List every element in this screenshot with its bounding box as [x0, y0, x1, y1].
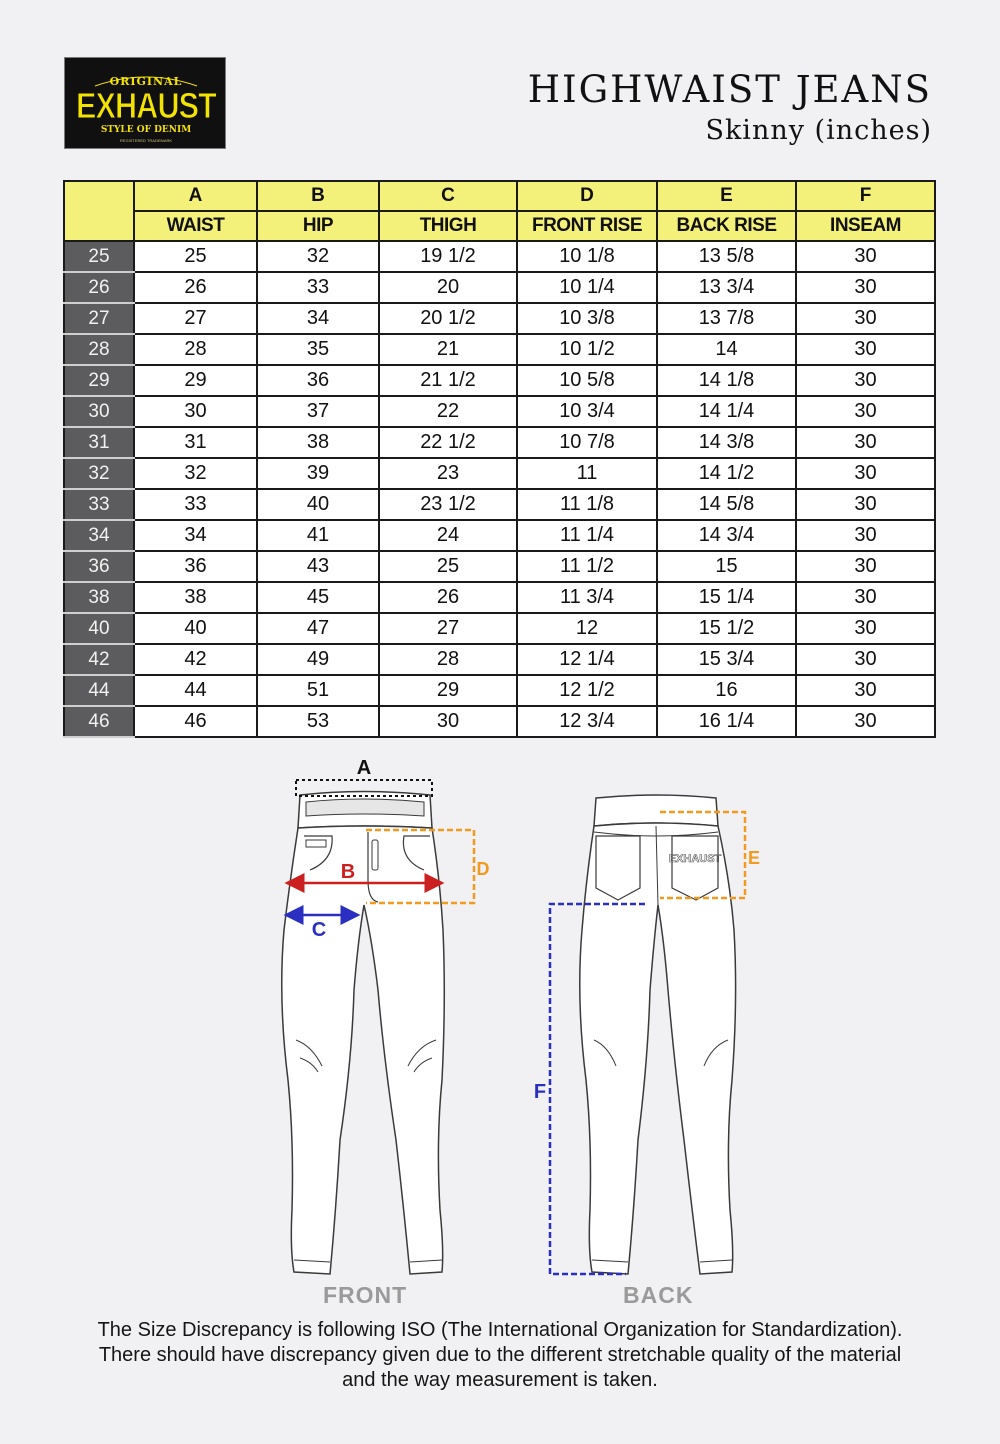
size-label-cell: 25 [64, 241, 134, 272]
measurement-cell: 45 [257, 582, 379, 613]
marker-d-label: D [476, 859, 490, 879]
measurement-cell: 30 [134, 396, 257, 427]
measurement-cell: 20 1/2 [379, 303, 517, 334]
measurement-cell: 15 1/4 [657, 582, 796, 613]
measurement-cell: 30 [796, 551, 935, 582]
column-header: INSEAM [796, 211, 935, 241]
measurement-cell: 30 [796, 396, 935, 427]
measurement-cell: 35 [257, 334, 379, 365]
table-row [64, 675, 935, 706]
page-title: HIGHWAIST JEANS [527, 68, 932, 111]
measurement-cell: 29 [379, 675, 517, 706]
table-row [64, 365, 935, 396]
table-row [64, 272, 935, 303]
measurement-cell: 28 [379, 644, 517, 675]
logo-tagline-text: STYLE OF DENIM [100, 125, 192, 135]
table-row [64, 241, 935, 272]
marker-f-label: F [533, 1081, 547, 1103]
column-header: WAIST [134, 211, 257, 241]
measurement-cell: 31 [134, 427, 257, 458]
measurement-cell: 22 [379, 396, 517, 427]
measurement-cell: 10 3/4 [517, 396, 657, 427]
measurement-cell: 30 [796, 706, 935, 737]
column-letter: C [379, 181, 517, 211]
measurement-cell: 34 [134, 520, 257, 551]
measurement-cell: 15 3/4 [657, 644, 796, 675]
column-letter: F [796, 181, 935, 211]
measurement-cell: 43 [257, 551, 379, 582]
column-header: THIGH [379, 211, 517, 241]
measurement-cell: 14 [657, 334, 796, 365]
footnote-line: There should have discrepancy given due to the different stretchable quality of the material [98, 1344, 902, 1366]
table-row [64, 613, 935, 644]
measurement-cell: 22 1/2 [379, 427, 517, 458]
logo-exhaust-text: EXHAUST [76, 85, 217, 126]
measurement-cell: 30 [796, 427, 935, 458]
size-footnote [40, 1318, 960, 1393]
measurement-cell: 33 [257, 272, 379, 303]
measurement-diagram [0, 740, 1000, 1320]
measurement-cell: 30 [796, 241, 935, 272]
measurement-cell: 10 1/8 [517, 241, 657, 272]
measurement-cell: 36 [257, 365, 379, 396]
measurement-cell: 33 [134, 489, 257, 520]
table-row [64, 396, 935, 427]
measurement-cell: 37 [257, 396, 379, 427]
brand-logo [64, 57, 226, 149]
logo-registered-text: REGISTERED TRADEMARK [119, 138, 173, 143]
measurement-cell: 51 [257, 675, 379, 706]
measurement-cell: 30 [796, 272, 935, 303]
size-label-cell: 31 [64, 427, 134, 458]
measurement-cell: 14 5/8 [657, 489, 796, 520]
column-letter: D [517, 181, 657, 211]
measurement-cell: 16 [657, 675, 796, 706]
column-letter-row [64, 181, 935, 211]
table-row [64, 551, 935, 582]
size-label-cell: 42 [64, 644, 134, 675]
size-label-cell: 28 [64, 334, 134, 365]
measurement-cell: 11 1/2 [517, 551, 657, 582]
table-row [64, 520, 935, 551]
size-chart-table [63, 180, 936, 738]
measurement-cell: 30 [796, 303, 935, 334]
measurement-cell: 19 1/2 [379, 241, 517, 272]
front-view-label: FRONT [323, 1282, 408, 1308]
measurement-cell: 21 1/2 [379, 365, 517, 396]
measurement-cell: 42 [134, 644, 257, 675]
column-header-row [64, 211, 935, 241]
measurement-cell: 11 [517, 458, 657, 489]
measurement-cell: 40 [134, 613, 257, 644]
measurement-cell: 13 5/8 [657, 241, 796, 272]
measurement-cell: 21 [379, 334, 517, 365]
logo-original-text: ORIGINAL [109, 75, 183, 88]
measurement-cell: 30 [796, 644, 935, 675]
measurement-cell: 41 [257, 520, 379, 551]
measurement-cell: 14 3/8 [657, 427, 796, 458]
measurement-cell: 30 [379, 706, 517, 737]
measurement-cell: 12 3/4 [517, 706, 657, 737]
measurement-cell: 15 1/2 [657, 613, 796, 644]
measurement-cell: 10 1/4 [517, 272, 657, 303]
measurement-cell: 14 3/4 [657, 520, 796, 551]
size-label-cell: 44 [64, 675, 134, 706]
measurement-cell: 32 [134, 458, 257, 489]
size-label-cell: 32 [64, 458, 134, 489]
page-subtitle: Skinny (inches) [705, 115, 932, 146]
size-label-cell: 27 [64, 303, 134, 334]
measurement-cell: 12 1/4 [517, 644, 657, 675]
measurement-cell: 24 [379, 520, 517, 551]
size-label-cell: 26 [64, 272, 134, 303]
measurement-cell: 14 1/2 [657, 458, 796, 489]
measurement-cell: 13 3/4 [657, 272, 796, 303]
size-label-cell: 36 [64, 551, 134, 582]
size-label-cell: 29 [64, 365, 134, 396]
size-label-cell: 40 [64, 613, 134, 644]
measurement-cell: 16 1/4 [657, 706, 796, 737]
measurement-cell: 27 [379, 613, 517, 644]
footnote-line: and the way measurement is taken. [342, 1369, 658, 1391]
table-row [64, 458, 935, 489]
marker-a-label: A [356, 757, 372, 779]
column-letter: E [657, 181, 796, 211]
table-row [64, 644, 935, 675]
measurement-cell: 30 [796, 675, 935, 706]
measurement-cell: 12 1/2 [517, 675, 657, 706]
measurement-cell: 15 [657, 551, 796, 582]
table-row [64, 582, 935, 613]
measurement-cell: 30 [796, 458, 935, 489]
column-letter: A [134, 181, 257, 211]
footnote-line: The Size Discrepancy is following ISO (The International Organization for Standardization). [97, 1319, 903, 1341]
measurement-cell: 26 [134, 272, 257, 303]
size-label-cell: 33 [64, 489, 134, 520]
measurement-cell: 12 [517, 613, 657, 644]
measurement-cell: 30 [796, 520, 935, 551]
table-row [64, 489, 935, 520]
measurement-cell: 11 1/8 [517, 489, 657, 520]
table-corner-cell [64, 181, 134, 241]
measurement-cell: 26 [379, 582, 517, 613]
page-title-block [528, 66, 932, 148]
measurement-cell: 32 [257, 241, 379, 272]
measurement-cell: 38 [257, 427, 379, 458]
marker-b-label: B [340, 861, 356, 883]
measurement-cell: 20 [379, 272, 517, 303]
front-jeans-drawing [282, 792, 445, 1275]
measurement-cell: 29 [134, 365, 257, 396]
size-label-cell: 34 [64, 520, 134, 551]
measurement-cell: 30 [796, 582, 935, 613]
back-jeans-drawing [580, 795, 736, 1274]
back-view-label: BACK [623, 1282, 694, 1308]
measurement-cell: 30 [796, 613, 935, 644]
measurement-cell: 13 7/8 [657, 303, 796, 334]
measurement-cell: 49 [257, 644, 379, 675]
column-letter: B [257, 181, 379, 211]
table-row [64, 706, 935, 737]
measurement-cell: 40 [257, 489, 379, 520]
measurement-cell: 38 [134, 582, 257, 613]
measurement-cell: 10 3/8 [517, 303, 657, 334]
table-row [64, 303, 935, 334]
measurement-cell: 25 [379, 551, 517, 582]
size-label-cell: 46 [64, 706, 134, 737]
measurement-cell: 14 1/4 [657, 396, 796, 427]
measurement-cell: 47 [257, 613, 379, 644]
measurement-cell: 10 7/8 [517, 427, 657, 458]
measurement-cell: 23 [379, 458, 517, 489]
measurement-cell: 11 3/4 [517, 582, 657, 613]
measurement-cell: 39 [257, 458, 379, 489]
measurement-cell: 23 1/2 [379, 489, 517, 520]
measurement-cell: 30 [796, 334, 935, 365]
measurement-cell: 46 [134, 706, 257, 737]
measurement-cell: 10 5/8 [517, 365, 657, 396]
table-row [64, 427, 935, 458]
measurement-cell: 30 [796, 489, 935, 520]
measurement-cell: 28 [134, 334, 257, 365]
measurement-cell: 11 1/4 [517, 520, 657, 551]
measurement-cell: 25 [134, 241, 257, 272]
marker-c-label: C [311, 919, 327, 941]
column-header: HIP [257, 211, 379, 241]
measurement-cell: 36 [134, 551, 257, 582]
measurement-cell: 34 [257, 303, 379, 334]
exhaust-logo-mark [65, 58, 227, 150]
measurement-cell: 10 1/2 [517, 334, 657, 365]
size-table-body [64, 241, 935, 737]
column-header: BACK RISE [657, 211, 796, 241]
table-row [64, 334, 935, 365]
size-label-cell: 30 [64, 396, 134, 427]
column-header: FRONT RISE [517, 211, 657, 241]
measurement-cell: 53 [257, 706, 379, 737]
measurement-cell: 14 1/8 [657, 365, 796, 396]
measurement-cell: 30 [796, 365, 935, 396]
size-label-cell: 38 [64, 582, 134, 613]
pocket-logo-text: EXHAUST [668, 853, 722, 865]
measurement-cell: 27 [134, 303, 257, 334]
measurement-cell: 44 [134, 675, 257, 706]
marker-e-label: E [747, 848, 761, 868]
